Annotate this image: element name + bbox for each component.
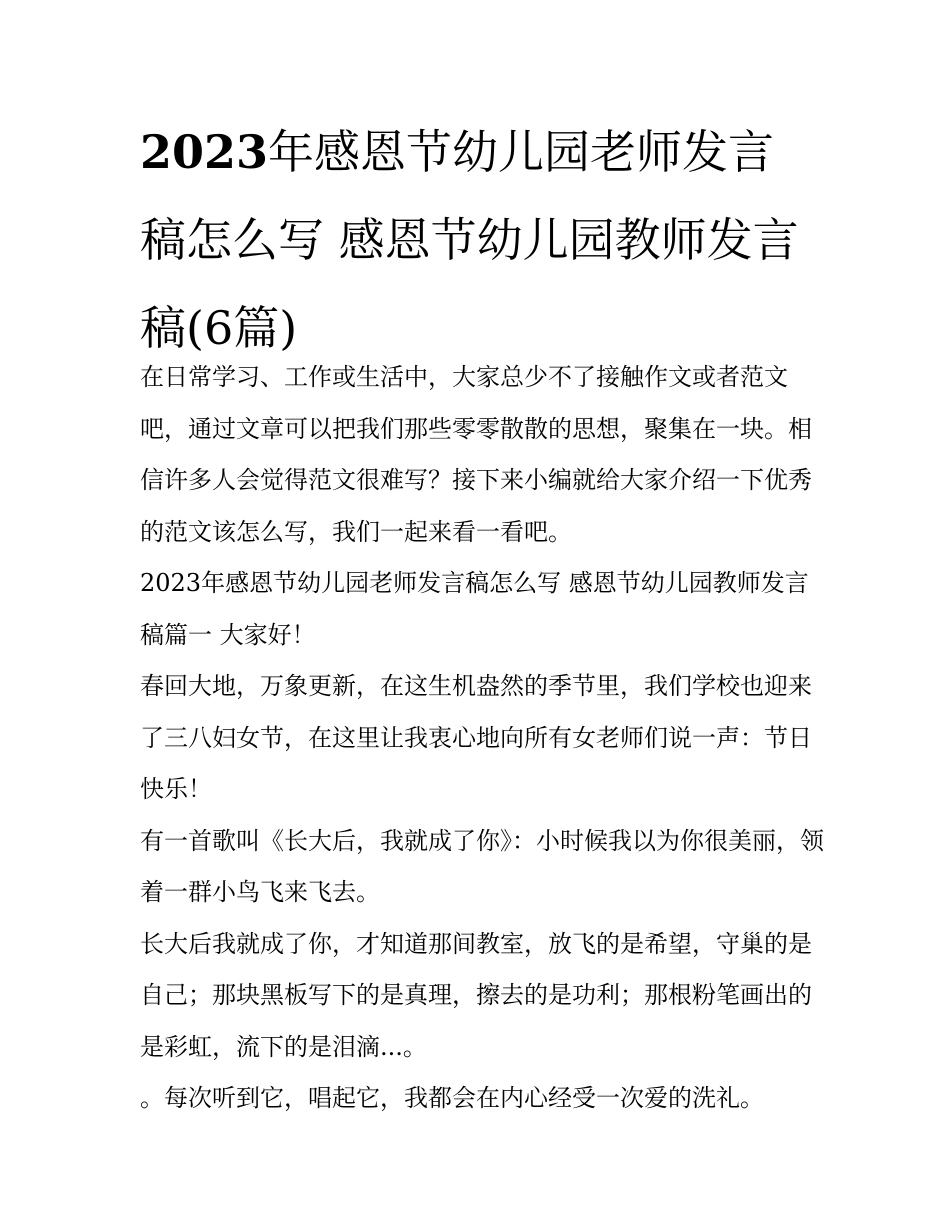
paragraph-heading: 2023年感恩节幼儿园老师发言稿怎么写 感恩节幼儿园教师发言稿篇一 大家好！ [140,569,809,649]
document-title [140,108,820,372]
title-year: 2023 [140,125,269,179]
paragraph-grown-up: 长大后我就成了你，才知道那间教室，放飞的是希望，守巢的是自己；那块黑板写下的是真理，擦去的是功利；那根粉笔画出的是彩虹，流下的是泪滴...。 [140,929,812,1061]
document-body [140,352,830,1125]
paragraph-every-time: 。每次听到它，唱起它，我都会在内心经受一次爱的洗礼。 [140,1084,764,1112]
paragraph-song: 有一首歌叫《长大后，我就成了你》：小时候我以为你很美丽，领着一群小鸟飞来飞去。 [140,826,824,906]
title-text: 年感恩节幼儿园老师发言稿怎么写 感恩节幼儿园教师发言稿(6篇) [140,125,799,355]
paragraph-spring: 春回大地，万象更新，在这生机盎然的季节里，我们学校也迎来了三八妇女节，在这里让我衷心地向所有女老师们说一声：节日快乐！ [140,672,812,803]
paragraph-intro: 在日常学习、工作或生活中，大家总少不了接触作文或者范文吧，通过文章可以把我们那些零零散散的思想，聚集在一块。相信许多人会觉得范文很难写？接下来小编就给大家介绍一下优秀的范文该怎么写，我们一起来看一看吧。 [140,363,812,546]
